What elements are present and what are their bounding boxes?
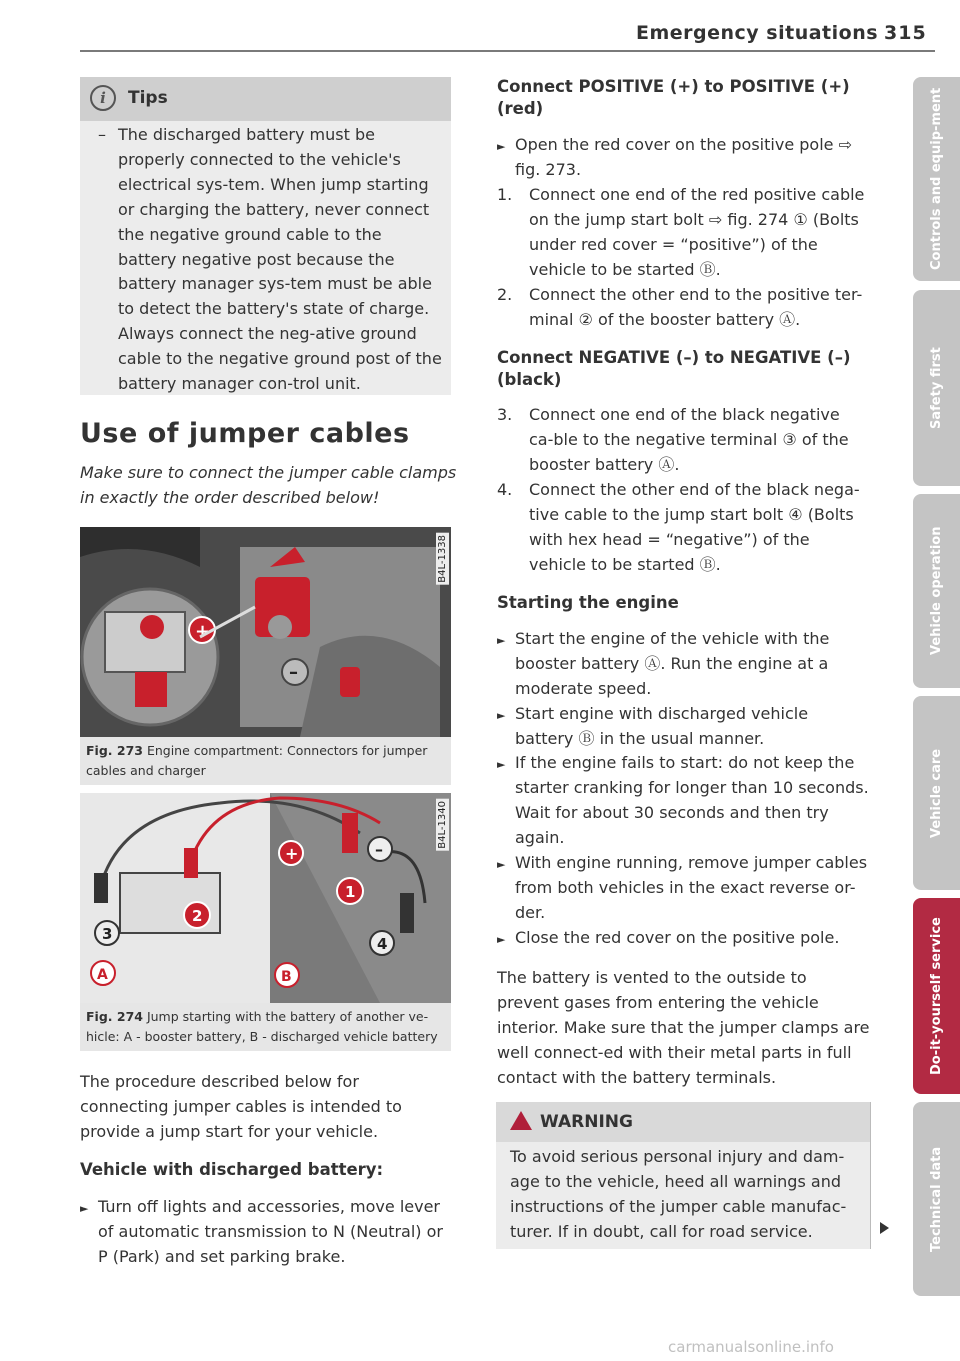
callout-plus: + xyxy=(285,844,299,863)
step-number: 1. xyxy=(497,185,513,204)
bullet-item xyxy=(497,751,869,851)
bullet-item xyxy=(497,926,869,951)
caption-text: Engine compartment: Connectors for jumper cables and charger xyxy=(86,743,428,778)
tab-label: Do-it-yourself service xyxy=(929,917,944,1075)
bullet-arrow-icon: ► xyxy=(497,140,506,153)
bullet-item xyxy=(80,1195,450,1270)
bullet-text: Start engine with discharged vehicle battery Ⓑ in the usual manner. xyxy=(515,704,809,748)
callout-3: 3 xyxy=(102,925,113,943)
dash-marker: – xyxy=(98,125,106,144)
chapter-title: Emergency situations xyxy=(636,22,879,44)
callout-minus: – xyxy=(375,840,383,859)
warning-header xyxy=(496,1102,870,1142)
callout-a: A xyxy=(97,967,108,983)
step-number: 2. xyxy=(497,285,513,304)
figure-label: Fig. 273 xyxy=(86,743,143,758)
step-text: Connect one end of the black negative ca-ble to the negative terminal ③ of the booster battery Ⓐ. xyxy=(529,405,849,474)
tab-technical-data[interactable] xyxy=(913,1102,960,1296)
watermark: carmanualsonline.info xyxy=(668,1338,834,1356)
callout-b: B xyxy=(281,969,292,985)
callout-1: 1 xyxy=(345,883,356,901)
step-2 xyxy=(497,283,867,333)
bullet-text: Close the red cover on the positive pole. xyxy=(515,928,840,947)
section-title: Use of jumper cables xyxy=(80,418,410,449)
figure-code: B4L-1340 xyxy=(437,801,448,849)
procedure-intro: The procedure described below for connecting jumper cables is intended to provide a jump start for your vehicle. xyxy=(80,1072,402,1141)
step-number: 4. xyxy=(497,480,513,499)
section-intro: Make sure to connect the jumper cable clamps in exactly the order described below! xyxy=(80,463,457,507)
vehicle-discharged-heading: Vehicle with discharged battery: xyxy=(80,1160,384,1179)
tab-controls[interactable] xyxy=(913,77,960,281)
tips-header xyxy=(80,77,451,121)
bullet-item xyxy=(497,627,869,702)
bullet-item xyxy=(497,702,869,752)
bullet-item xyxy=(497,133,857,183)
bullet-arrow-icon: ► xyxy=(497,709,506,722)
tips-body: The discharged battery must be properly connected to the vehicle's electrical sys-tem. When jump starting or charging the battery, never connect the negative ground cable to the battery negative post because the battery manager sys-tem must be able to detect the battery's state of charge. Always connect the neg-ative ground cable to the negative ground post of the battery manager con-trol unit. xyxy=(118,125,442,394)
warning-title: WARNING xyxy=(540,1112,633,1132)
tab-vehicle-operation[interactable] xyxy=(913,494,960,688)
bullet-text: Turn off lights and accessories, move lever of automatic transmission to N (Neutral) or P (Park) and set parking brake. xyxy=(98,1197,443,1266)
bullet-arrow-icon: ► xyxy=(497,634,506,647)
figure-273-caption xyxy=(80,737,451,785)
bullet-arrow-icon: ► xyxy=(497,758,506,771)
bullet-arrow-icon: ► xyxy=(497,858,506,871)
tips-text xyxy=(98,123,444,397)
tips-title: Tips xyxy=(128,88,168,108)
step-text: Connect one end of the red positive cable on the jump start bolt ⇨ fig. 274 ① (Bolts under red cover = “positive”) of the vehicle to be started Ⓑ. xyxy=(529,185,865,279)
venting-paragraph: The battery is vented to the outside to prevent gases from entering the vehicle interior. Make sure that the jumper clamps are well connect-ed with their metal parts in full contact with the battery terminals. xyxy=(497,968,870,1087)
caption-text: Jump starting with the battery of another ve-hicle: A - booster battery, B - discharged vehicle battery xyxy=(86,1009,438,1044)
step-text: Connect the other end of the black nega-tive cable to the jump start bolt ④ (Bolts with hex head = “negative”) of the vehicle to be started Ⓑ. xyxy=(529,480,860,574)
bullet-arrow-icon: ► xyxy=(497,933,506,946)
tab-safety[interactable] xyxy=(913,290,960,486)
bullet-text: If the engine fails to start: do not keep the starter cranking for longer than 10 seconds. Wait for about 30 seconds and then try again. xyxy=(515,753,869,847)
figure-274-caption xyxy=(80,1003,451,1051)
warning-box xyxy=(496,1102,871,1249)
header-rule xyxy=(80,50,935,52)
bullet-text: Start the engine of the vehicle with the booster battery Ⓐ. Run the engine at a moderate speed. xyxy=(515,629,830,698)
tab-do-it-yourself[interactable] xyxy=(913,898,960,1094)
bullet-arrow-icon: ► xyxy=(80,1202,89,1215)
bullet-text: With engine running, remove jumper cables from both vehicles in the exact reverse or-der. xyxy=(515,853,868,922)
continue-arrow-icon xyxy=(880,1222,889,1234)
connect-negative-heading: Connect NEGATIVE (–) to NEGATIVE (–) (black) xyxy=(497,348,851,389)
starting-engine-heading: Starting the engine xyxy=(497,593,679,612)
step-3 xyxy=(497,403,867,478)
svg-text:–: – xyxy=(289,662,298,683)
warning-text: To avoid serious personal injury and dam-age to the vehicle, heed all warnings and instructions of the jumper cable manufac-turer. If in doubt, call for road service. xyxy=(510,1147,847,1241)
step-4 xyxy=(497,478,867,578)
callout-2: 2 xyxy=(192,907,203,925)
figure-273-image xyxy=(80,527,451,737)
figure-274-image xyxy=(80,793,451,1003)
tab-label: Technical data xyxy=(929,1146,944,1252)
tab-label: Vehicle care xyxy=(929,748,944,838)
page-number: 315 xyxy=(884,22,927,44)
tab-label: Controls and equip-ment xyxy=(929,87,944,271)
bullet-text: Open the red cover on the positive pole ⇨ fig. 273. xyxy=(515,135,852,179)
bullet-item xyxy=(497,851,869,926)
engine-compartment-illustration xyxy=(80,527,451,737)
info-icon: i xyxy=(90,85,116,111)
jump-start-illustration xyxy=(80,793,451,1003)
step-1 xyxy=(497,183,867,283)
svg-text:+: + xyxy=(195,621,211,642)
callout-4: 4 xyxy=(377,935,388,953)
warning-triangle-icon xyxy=(510,1111,532,1130)
figure-code: B4L-1338 xyxy=(437,535,448,583)
tab-label: Safety first xyxy=(929,347,944,429)
step-number: 3. xyxy=(497,405,513,424)
connect-positive-heading: Connect POSITIVE (+) to POSITIVE (+) (red) xyxy=(497,77,850,118)
step-text: Connect the other end to the positive ter-minal ② of the booster battery Ⓐ. xyxy=(529,285,863,329)
figure-label: Fig. 274 xyxy=(86,1009,143,1024)
tips-box xyxy=(80,77,451,395)
tab-vehicle-care[interactable] xyxy=(913,696,960,890)
tab-label: Vehicle operation xyxy=(929,526,944,656)
